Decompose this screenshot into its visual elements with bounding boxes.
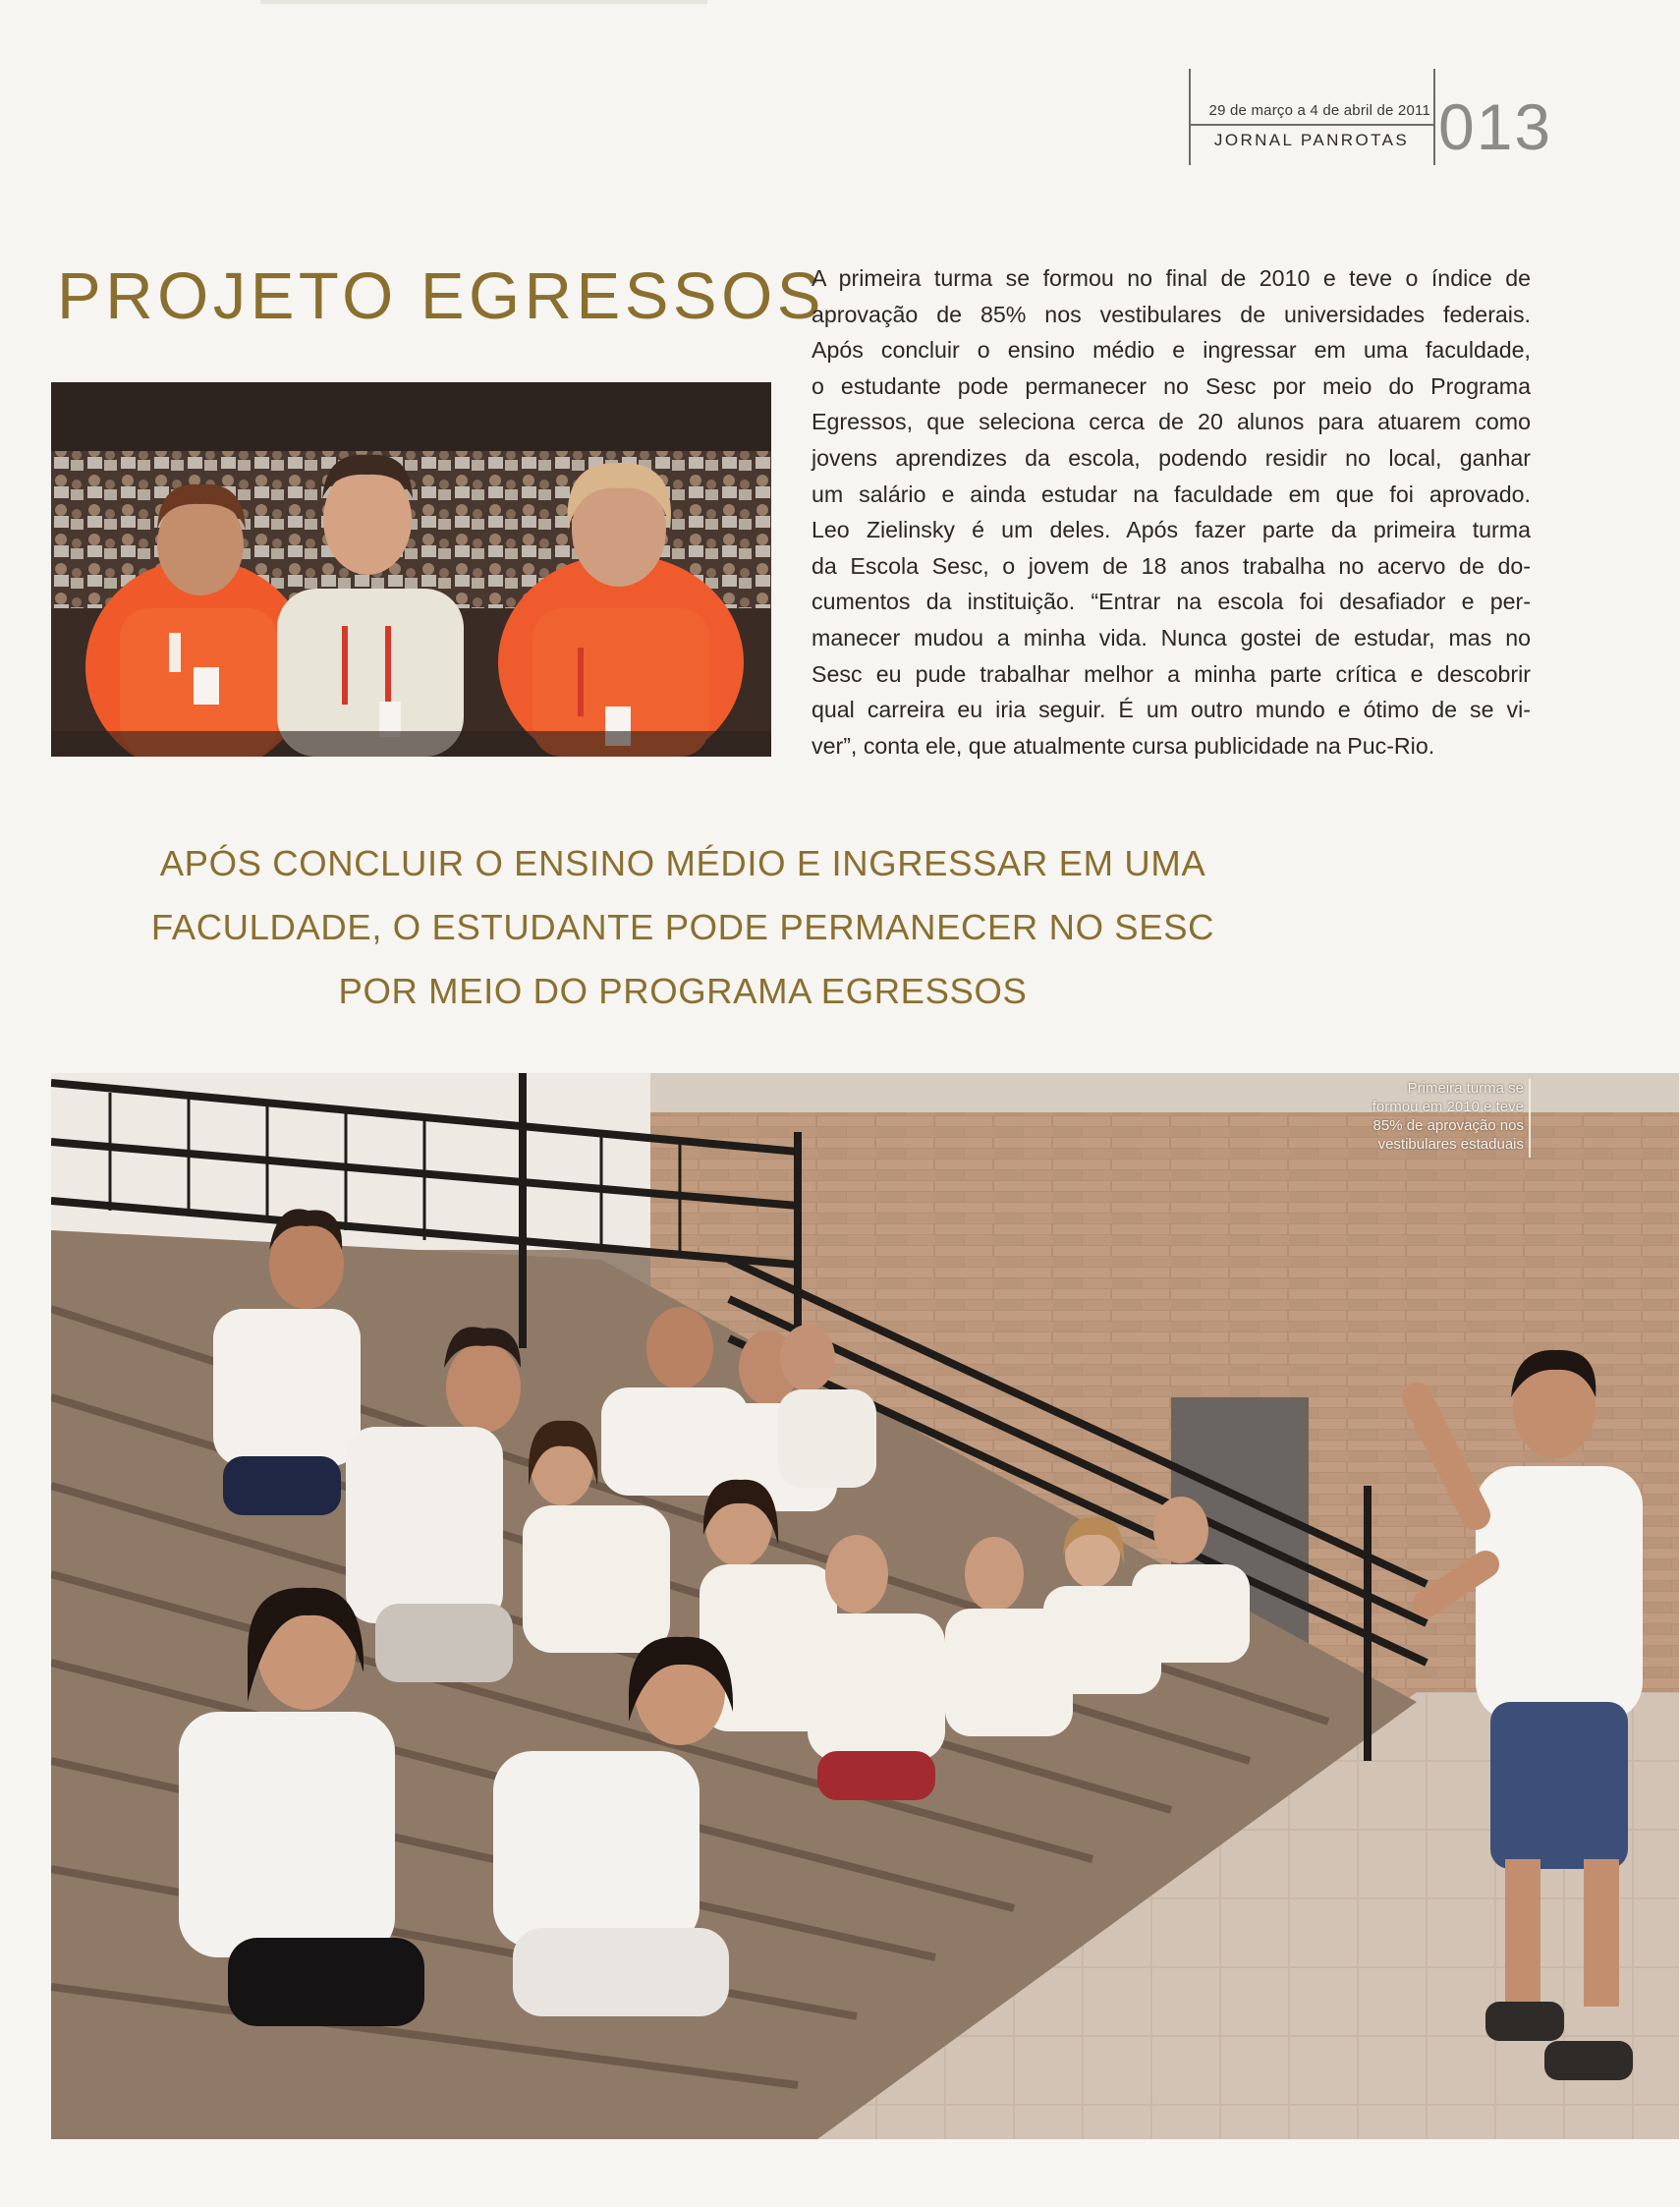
article-body [812,260,1531,764]
photo-caption-rule [1529,1079,1531,1158]
article-title: PROJETO EGRESSOS [57,259,825,333]
header-left-divider [1189,69,1191,165]
body-line: Leo Zielinsky é um deles. Após fazer parte da primeira turma [812,517,1531,543]
header-right-divider [1433,69,1435,165]
body-line: um salário e ainda estudar na faculdade em que foi aprovado. [812,481,1531,507]
body-line: Sesc eu pude trabalhar melhor a minha parte crítica e descobrir [812,660,1531,687]
photo-caption [1342,1079,1524,1154]
students-on-steps-photo [51,1073,1679,2139]
body-line: da Escola Sesc, o jovem de 18 anos trabalha no acervo de do- [812,552,1531,579]
body-line: ver”, conta ele, que atualmente cursa publicidade na Puc-Rio. [812,732,1435,759]
pull-quote [147,831,1218,1023]
body-line: manecer mudou a minha vida. Nunca gostei de estudar, mas no [812,624,1531,651]
photo-caption-line: formou em 2010 e teve [1372,1099,1524,1115]
staff-group-photo [51,382,771,757]
publication-name: JORNAL PANROTAS [1213,131,1410,149]
body-line: o estudante pode permanecer no Sesc por meio do Programa [812,372,1531,399]
top-decorative-rule [260,0,707,4]
pull-quote-line: POR MEIO DO PROGRAMA EGRESSOS [338,971,1028,1011]
header-horizontal-divider [1189,124,1434,126]
body-line: cumentos da instituição. “Entrar na escola foi desafiador e per- [812,589,1531,615]
photo-caption-line: Primeira turma se [1407,1080,1524,1097]
body-line: Após concluir o ensino médio e ingressar em uma faculdade, [812,337,1531,364]
issue-date: 29 de março a 4 de abril de 2011 [1208,102,1430,119]
students-on-steps-illustration [51,1073,1679,2139]
photo-caption-line: vestibulares estaduais [1377,1136,1524,1153]
body-line: jovens aprendizes da escola, podendo residir no local, ganhar [812,444,1531,471]
pull-quote-line: APÓS CONCLUIR O ENSINO MÉDIO E INGRESSAR EM UMA [159,843,1206,883]
body-line: aprovação de 85% nos vestibulares de universidades federais. [812,301,1531,327]
body-line: A primeira turma se formou no final de 2010 e teve o índice de [812,265,1531,291]
staff-group-photo-illustration [51,382,771,757]
pull-quote-line: FACULDADE, O ESTUDANTE PODE PERMANECER NO SESC [150,907,1215,947]
photo-caption-line: 85% de aprovação nos [1372,1117,1524,1134]
page-number: 013 [1438,90,1553,163]
body-line: Egressos, que seleciona cerca de 20 alunos para atuarem como [812,409,1531,435]
body-line: qual carreira eu iria seguir. É um outro mundo e ótimo de se vi- [812,697,1531,723]
